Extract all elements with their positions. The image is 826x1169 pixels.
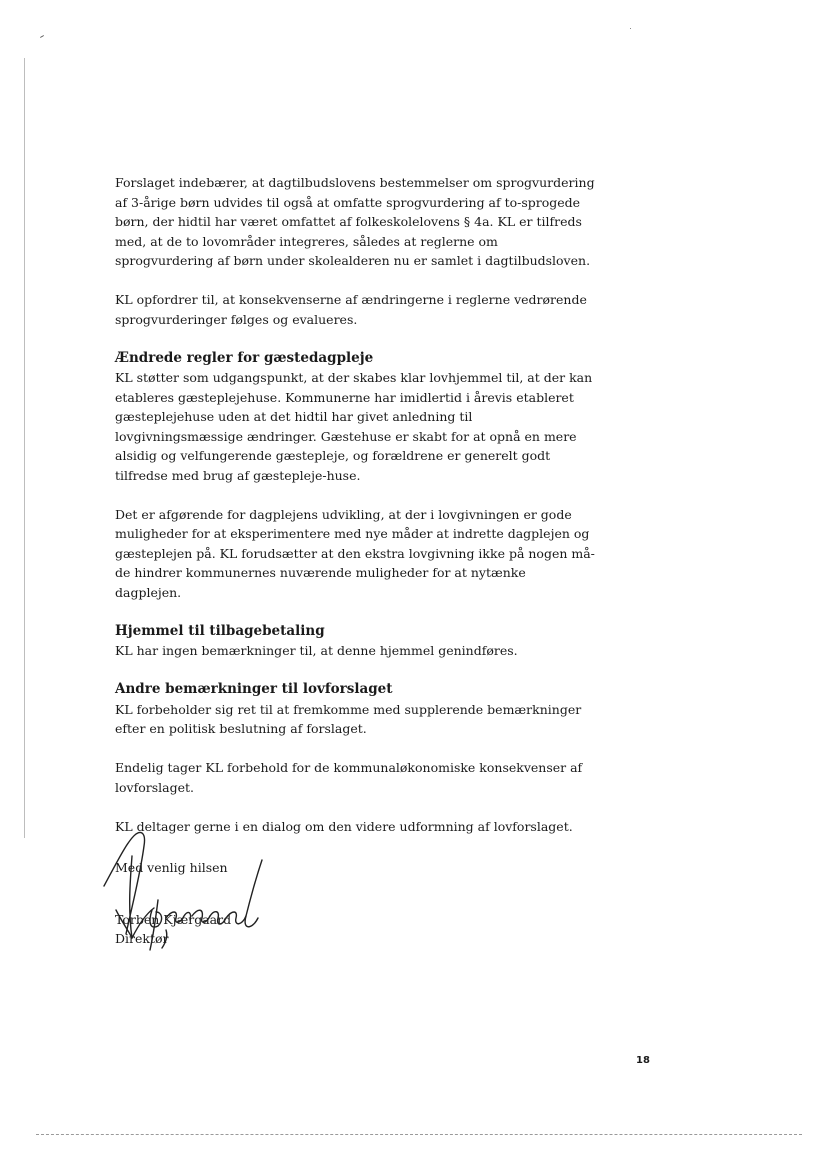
section-heading: Hjemmel til tilbagebetaling	[115, 622, 325, 639]
page-number: 18	[636, 1055, 650, 1066]
paragraph-evaluering: KL opfordrer til, at konsekvenserne af ændringerne i reglerne vedrørende sprogvurderinger følges og evalueres.	[115, 292, 587, 327]
section-heading: Andre bemærkninger til lovforslaget	[115, 681, 393, 697]
section-gaestedagpleje	[115, 349, 595, 603]
scan-speck	[630, 28, 631, 29]
section-paragraph: KL har ingen bemærkninger til, at denne hjemmel genindføres.	[115, 643, 518, 658]
section-paragraph: Det er afgørende for dagplejens udvikling, at der i lovgivningen er gode muligheder for at eksperimentere med nye måder at indrette dagplejen og gæsteplejen på. KL forudsætter at den ekstra lovgivning ikke på nogen må-de hindrer kommunernes nuværende muligheder for at nytænke dagplejen.	[115, 506, 595, 600]
handwritten-signature	[92, 826, 282, 958]
closing-greeting: Med venlig hilsen	[115, 860, 228, 875]
scan-margin-line	[24, 58, 25, 838]
signatory-title: Direktør	[115, 931, 169, 946]
paragraph-sprogvurdering: Forslaget indebærer, at dagtilbudslovens bestemmelser om sprogvurdering af 3-årige børn udvides til også at omfatte sprogvurdering af to-sprogede børn, der hidtil har været omfattet af folkeskolelovens § 4a. KL er tilfreds med, at de to lovområder integreres, således at reglerne om sprogvurdering af børn under skolealderen nu er samlet i dagtilbudsloven.	[115, 175, 595, 268]
section-paragraph: KL forbeholder sig ret til at fremkomme med supplerende bemærkninger efter en politisk beslutning af forslaget.	[115, 701, 582, 736]
signatory-name: Torben Kjærgaard	[115, 912, 232, 927]
section-paragraph: Endelig tager KL forbehold for de kommunaløkonomiske konsekvenser af lovforslaget.	[115, 760, 583, 795]
section-andre-bemaerkninger	[115, 680, 595, 836]
section-tilbagebetaling	[115, 622, 595, 661]
scan-mark	[40, 35, 44, 38]
section-heading: Ændrede regler for gæstedagpleje	[115, 349, 374, 366]
section-paragraph: KL deltager gerne i en dialog om den videre udformning af lovforslaget.	[115, 818, 573, 834]
section-paragraph: KL støtter som udgangspunkt, at der skabes klar lovhjemmel til, at der kan etableres gæsteplejehuse. Kommunerne har imidlertid i årevis etableret gæsteplejehuse uden at det hidtil har givet anledning til lovgivningsmæssige ændringer. Gæstehuse er skabt for at opnå en mere alsidig og velfungerende gæstepleje, og forældrene er generelt godt tilfredse med brug af gæstepleje-huse.	[115, 370, 593, 483]
bottom-scan-rule	[36, 1134, 802, 1135]
letter-body	[115, 173, 595, 856]
